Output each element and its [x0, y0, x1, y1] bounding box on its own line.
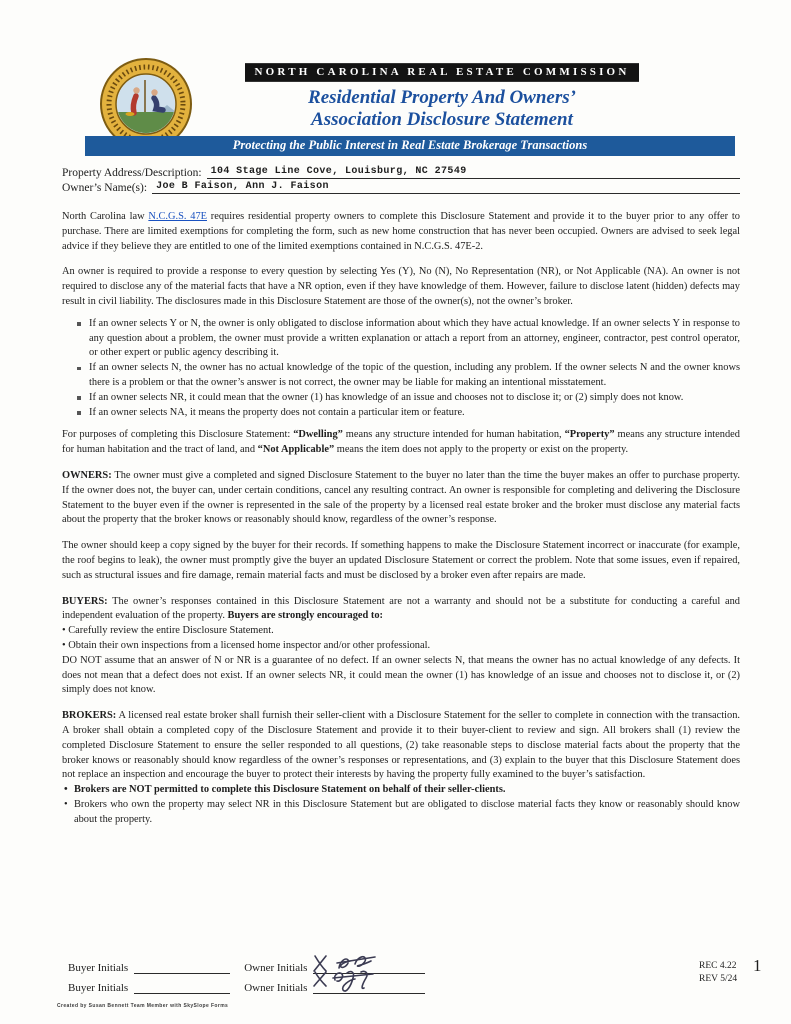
list-item: If an owner selects NR, it could mean that the owner (1) has knowledge of an issue and chooses not to disclose it; or (2) simply does not know. [76, 391, 740, 406]
definitions-term-dwelling: “Dwelling” [293, 429, 343, 441]
buyer-initials-label: Buyer Initials [68, 982, 129, 994]
brokers-text: A licensed real estate broker shall furnish their seller-client with a Disclosure Statement for the seller to complete in connection with the transaction. A broker shall obtain a completed copy of the Disclosure Statement and provide it to their buyer-client to review and sign. All brokers shall (1) review the completed Disclosure Statement to ensure the seller responded to all questions, (2) take reasonable steps to disclose material facts about the property that the broker knows or reasonably should know regardless of the owner’s responses or representations, and (3) explain to the buyer that this Disclosure Statement does not replace an inspection and encourage the buyer to protect their interests by having the property fully examined to the buyer’s satisfaction. [62, 710, 740, 781]
owner-initials-label: Owner Initials [244, 962, 308, 974]
brokers-bullet-1: • Brokers are NOT permitted to complete this Disclosure Statement on behalf of their seller-clients. [62, 783, 740, 798]
property-address-label: Property Address/Description: [62, 167, 202, 179]
owners-section-paragraph-2: The owner should keep a copy signed by the buyer for their records. If something happens to make the Disclosure Statement incorrect or inaccurate (for example, the roof begins to leak), the owner must promptly give the buyer an updated Disclosure Statement or correct the problem. Note that some issues, even if repaired, such as structural issues and fire damage, remain material facts and must be disclosed by a broker even after repairs are made. [62, 540, 740, 581]
initials-row-2 [68, 981, 425, 994]
owner-initials-field-2 [313, 981, 425, 994]
form-revision-block [699, 960, 737, 985]
definitions-paragraph [62, 428, 740, 458]
list-item: If an owner selects NA, it means the property does not contain a particular item or feature. [76, 406, 740, 421]
intro-p1-pre: North Carolina law [62, 211, 149, 222]
definitions-text: For purposes of completing this Disclosure Statement: [62, 429, 294, 441]
rev-number: REV 5/24 [699, 973, 738, 984]
owners-name-row [62, 181, 740, 194]
buyers-heading: BUYERS: [62, 595, 108, 607]
owner-initials-label: Owner Initials [244, 982, 308, 994]
property-address-row [62, 166, 740, 179]
buyers-text: The owner’s responses contained in this Disclosure Statement are not a warranty and should not be a substitute for conducting a careful and independent evaluation of the property. [62, 595, 740, 622]
document-header [0, 0, 791, 160]
buyer-initials-field-2[interactable] [134, 981, 230, 994]
list-item: If an owner selects Y or N, the owner is only obligated to disclose information about which they have actual knowledge. If an owner selects Y in response to any question about a problem, the owner must provide a written explanation or attach a report from an attorney, engineer, contractor, pest control operator, or other expert or public agency describing it. [76, 317, 740, 361]
buyers-section [62, 595, 740, 699]
page-title-line1: Residential Property And Owners’ [308, 87, 576, 108]
definitions-text: means the item does not apply to the property or exist on the property. [334, 444, 629, 456]
document-body [0, 196, 791, 827]
definitions-text: means any structure intended for human habitation, [342, 429, 565, 441]
selection-rules-list [62, 317, 740, 421]
owner-initials-signature-2 [309, 966, 429, 1000]
property-identification [0, 160, 791, 194]
buyers-encouraged-text: Buyers are strongly encouraged to: [227, 610, 383, 622]
buyers-do-not-paragraph: DO NOT assume that an answer of N or NR is a guarantee of no defect. If an owner selects N, that means the owner has no actual knowledge of any defects. It does not mean that a defect does not exist. If an owner selects NR, it could mean the owner (1) has knowledge of an issue and chooses not to disclose it, or (2) simply does not know. [62, 654, 740, 696]
owners-name-label: Owner’s Name(s): [62, 182, 148, 194]
commission-name-banner: NORTH CAROLINA REAL ESTATE COMMISSION [245, 63, 640, 82]
brokers-bullet-2: • Brokers who own the property may select NR in this Disclosure Statement but are obligated to disclose material facts they know or reasonably should know about the property. [62, 798, 740, 828]
brokers-heading: BROKERS: [62, 710, 117, 722]
created-by-watermark: Created by Susan Bennett Team Member with SkySlope Forms [57, 1003, 229, 1009]
intro-paragraph-2: An owner is required to provide a response to every question by selecting Yes (Y), No (N), No Representation (NR), or Not Applicable (NA). An owner is not required to disclose any of the material facts that have a NR option, even if they have knowledge of them. However, failure to disclose latent (hidden) defects may result in civil liability. The disclosures made in this Disclosure Statement are those of the owner(s), not the owner’s broker. [62, 266, 740, 307]
page-title-line2: Association Disclosure Statement [311, 109, 573, 130]
intro-p1-post: requires residential property owners to complete this Disclosure Statement and provide it to the buyer prior to any offer to purchase. There are limited exemptions for completing the form, such as new home construction that has never been occupied. Owners are advised to seek legal advice if they believe they are entitled to one of the limited exemptions contained in N.C.G.S. 47E-2. [62, 211, 740, 252]
buyer-initials-field-1[interactable] [134, 961, 230, 974]
owners-text: The owner must give a completed and signed Disclosure Statement to the buyer no later than the time the buyer makes an offer to purchase property. If the owner does not, the buyer can, under certain conditions, cancel any resulting contract. An owner is responsible for completing and delivering the Disclosure Statement to the buyer even if the owner is represented in the sale of the property by a licensed real estate broker and the broker must disclose any material facts about the property that the broker knows or reasonably should know, regardless of the owner’s response. [62, 469, 740, 526]
page-number: 1 [753, 956, 762, 975]
header-titles [188, 62, 696, 131]
intro-paragraph-1 [62, 210, 740, 254]
buyer-initials-label: Buyer Initials [68, 962, 129, 974]
owners-name-value: Joe B Faison, Ann J. Faison [152, 181, 740, 194]
definitions-term-not-applicable: “Not Applicable” [257, 444, 335, 456]
property-address-value: 104 Stage Line Cove, Louisburg, NC 27549 [207, 166, 740, 179]
brokers-section [62, 709, 740, 827]
list-item: If an owner selects N, the owner has no actual knowledge of the topic of the question, including any problem. If the owner selects N and the owner knows there is a problem or that the owner’s answer is not correct, the owner may be liable for making an intentional misstatement. [76, 361, 740, 391]
tagline-banner: Protecting the Public Interest in Real Estate Brokerage Transactions [85, 136, 735, 156]
definitions-text: means any structure intended for human habitation and the tract of land, and [62, 429, 740, 456]
statute-link[interactable]: N.C.G.S. 47E [148, 211, 207, 222]
definitions-term-property: “Property” [564, 429, 615, 441]
owners-section-paragraph-1 [62, 469, 740, 528]
buyers-bullet-2: • Obtain their own inspections from a licensed home inspector and/or other professional. [62, 639, 740, 654]
rec-number: REC 4.22 [699, 961, 737, 971]
owners-heading: OWNERS: [62, 469, 112, 481]
buyers-bullet-1: • Carefully review the entire Disclosure Statement. [62, 624, 740, 639]
